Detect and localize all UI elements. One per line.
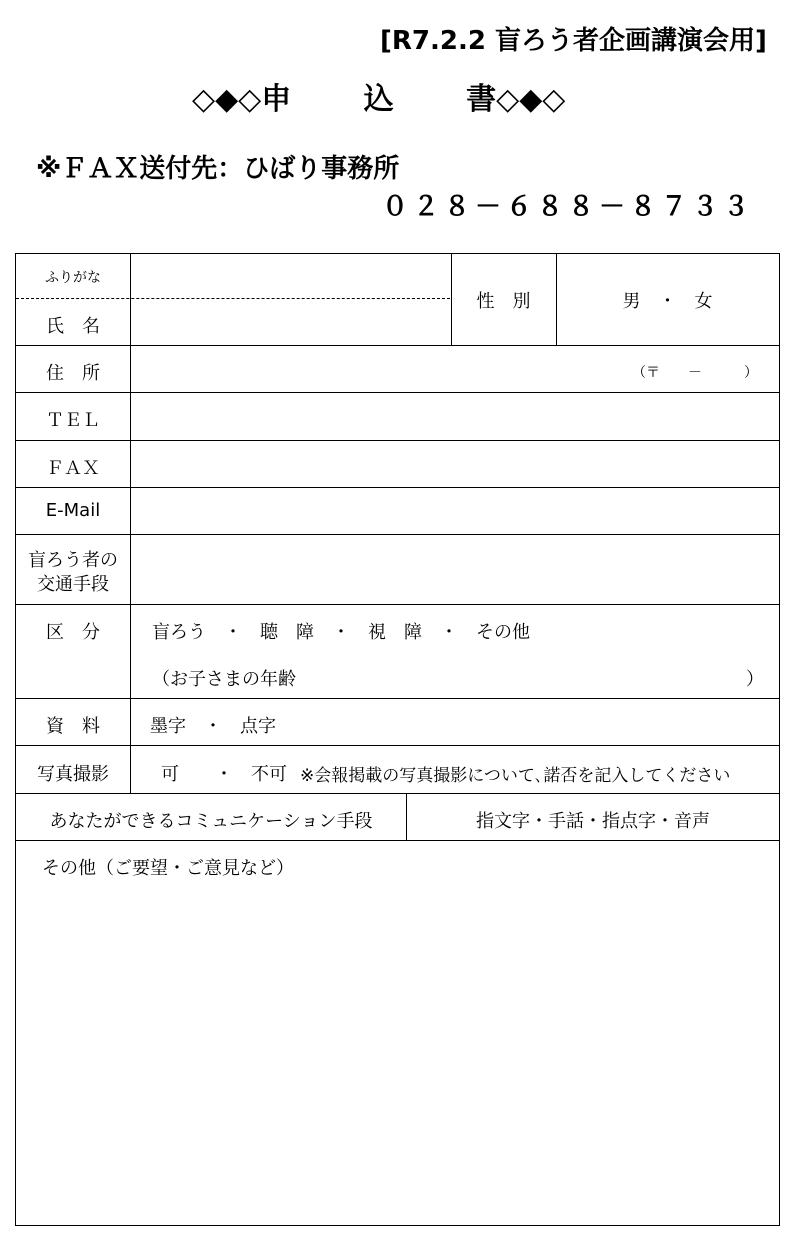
row-divider: [16, 840, 779, 841]
transport-label-line-2: 交通手段: [37, 574, 109, 595]
child-age-label: （お子さまの年齢: [152, 669, 296, 690]
column-divider: [130, 254, 131, 793]
gender-label: 性 別: [476, 291, 531, 312]
row-divider: [16, 793, 779, 794]
other-field[interactable]: [18, 886, 777, 1222]
category-options[interactable]: 盲ろう ・ 聴 障 ・ 視 障 ・ その他: [152, 622, 530, 643]
materials-label: 資 料: [46, 716, 100, 737]
address-label: 住 所: [46, 363, 100, 384]
photo-note: ※会報掲載の写真撮影について､諾否を記入してください: [300, 766, 731, 786]
email-label: E-Mail: [45, 500, 101, 521]
materials-options[interactable]: 墨字 ・ 点字: [150, 716, 276, 737]
postal-code-hint: （〒 － ）: [632, 365, 758, 381]
fax-label: ＦＡＸ: [46, 458, 100, 479]
furigana-divider: [16, 298, 450, 299]
photo-options[interactable]: 可 ・ 不可: [161, 764, 287, 785]
gender-options[interactable]: 男 ・ 女: [622, 291, 713, 312]
other-label: その他（ご要望・ご意見など）: [42, 858, 294, 879]
name-field[interactable]: [132, 300, 450, 344]
communication-options[interactable]: 指文字・手話・指点字・音声: [476, 811, 710, 832]
title-part-2: 込: [363, 82, 394, 117]
transport-field[interactable]: [132, 536, 778, 603]
address-field[interactable]: [132, 347, 622, 391]
category-label: 区 分: [46, 622, 100, 643]
event-tag: [R7.2.2 盲ろう者企画講演会用]: [380, 26, 767, 56]
photo-label: 写真撮影: [37, 764, 109, 785]
furigana-field[interactable]: [132, 256, 450, 296]
fax-number: ０２８－６８８－８７３３: [382, 192, 755, 222]
page-title: [192, 74, 565, 118]
fax-field[interactable]: [132, 442, 778, 486]
email-field[interactable]: [132, 489, 778, 533]
fax-destination: ※ＦＡＸ送付先：ひばり事務所: [36, 154, 400, 184]
transport-label-line-1: 盲ろう者の: [28, 550, 118, 571]
name-label: 氏 名: [46, 316, 100, 337]
title-part-3: 書◇◆◇: [466, 82, 566, 117]
application-form: [15, 253, 780, 1226]
communication-label: あなたができるコミュニケーション手段: [49, 811, 373, 832]
tel-label: ＴＥＬ: [46, 410, 100, 431]
furigana-label: ふりがな: [45, 270, 101, 286]
child-age-close: ）: [746, 669, 764, 690]
tel-field[interactable]: [132, 394, 778, 439]
title-part-1: ◇◆◇申: [192, 82, 292, 117]
